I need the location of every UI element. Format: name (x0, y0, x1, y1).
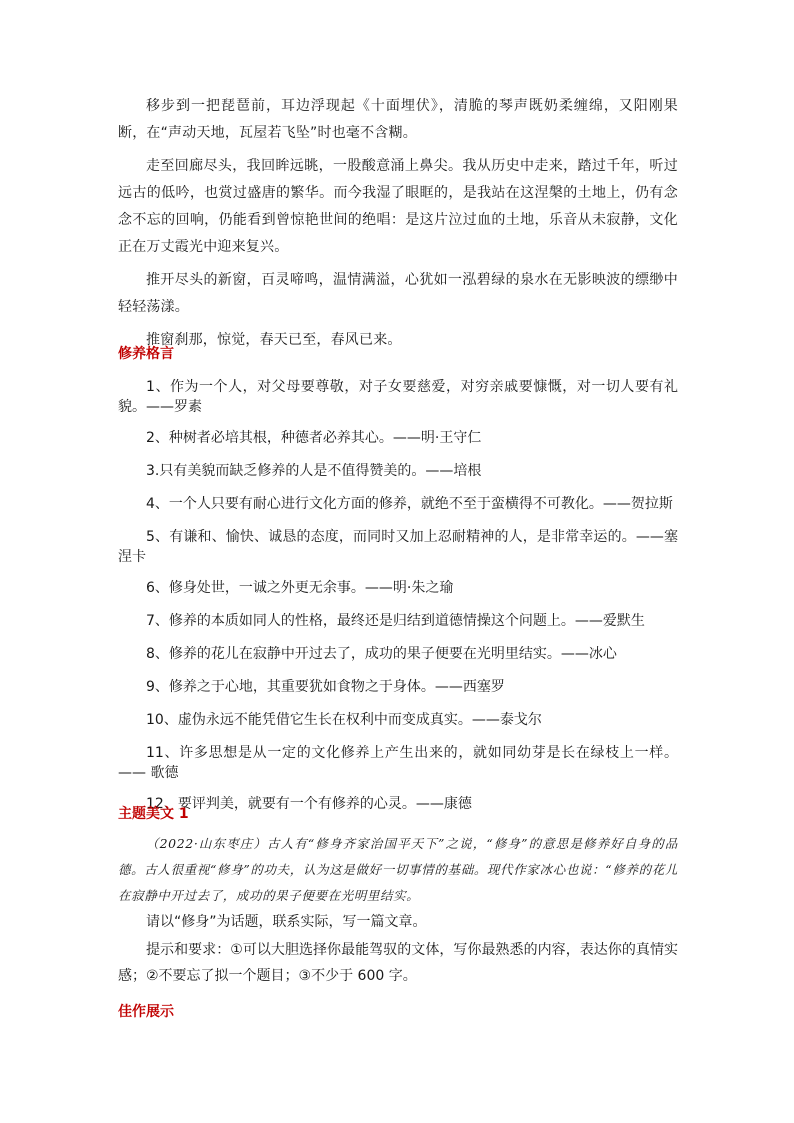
quote-item: 4、一个人只要有耐心进行文化方面的修养，就绝不至于蛮横得不可教化。——贺拉斯 (146, 496, 673, 512)
quote-item: 2、种树者必培其根，种德者必养其心。——明·王守仁 (146, 430, 482, 446)
quote-item: 7、修养的本质如同人的性格，最终还是归结到道德情操这个问题上。——爱默生 (146, 613, 645, 629)
writing-requirements: 提示和要求：①可以大胆选择你最能驾驭的文体，写你最熟悉的内容，表达你的真情实感；②不要忘了拟一个题目；③不少于 600 字。 (118, 942, 678, 984)
quote-item: 10、虚伪永远不能凭借它生长在权利中而变成真实。——泰戈尔 (146, 712, 542, 728)
quotes-list (118, 377, 678, 827)
essay-paragraph: 推开尽头的新窗，百灵啼鸣，温情满溢，心犹如一泓碧绿的泉水在无影映波的缥缈中轻轻荡漾。 (118, 272, 678, 315)
essay-paragraph: 推窗刹那，惊觉，春天已至，春风已来。 (146, 332, 402, 348)
writing-instruction: 请以“修身”为话题，联系实际，写一篇文章。 (146, 914, 427, 930)
essay-section (118, 93, 678, 360)
quote-item: 9、修养之于心地，其重要犹如食物之于身体。——西塞罗 (146, 679, 505, 695)
essay-paragraph: 走至回廊尽头，我回眸远眺，一股酸意涌上鼻尖。我从历史中走来，踏过千年，听过远古的低吟，也赏过盛唐的繁华。而今我湿了眼眶的，是我站在这涅槃的土地上，仍有念念不忘的回响，仍能看到曾惊艳世间的绝唱：是这片泣过血的土地，乐音从未寂静，文化正在万丈霞光中迎来复兴。 (118, 158, 678, 255)
quote-item: 8、修养的花儿在寂静中开过去了，成功的果子便要在光明里结实。——冰心 (146, 646, 617, 662)
quote-item: 12、要评判美，就要有一个有修养的心灵。——康德 (146, 796, 472, 812)
quote-item: 6、修身处世，一诚之外更无余事。——明·朱之瑜 (146, 580, 454, 596)
quote-item: 5、有谦和、愉快、诚恳的态度，而同时又加上忍耐精神的人，是非常幸运的。——塞涅卡 (118, 529, 678, 565)
section-heading-showcase: 佳作展示 (118, 1004, 174, 1020)
quote-item: 3.只有美貌而缺乏修养的人是不值得赞美的。——培根 (146, 463, 482, 479)
section-heading-quotes: 修养格言 (118, 346, 174, 362)
quote-item: 1、作为一个人，对父母要尊敬，对子女要慈爱，对穷亲戚要慷慨，对一切人要有礼貌。——罗素 (118, 379, 678, 415)
quote-item: 11、许多思想是从一定的文化修养上产生出来的，就如同幼芽是长在绿枝上一样。—— 歌德 (118, 745, 678, 781)
writing-prompt-section (118, 831, 678, 989)
essay-paragraph: 移步到一把琵琶前，耳边浮现起《十面埋伏》，清脆的琴声既奶柔缠绵，又阳刚果断，在“声动天地，瓦屋若飞坠”时也毫不含糊。 (118, 98, 678, 141)
writing-prompt: （2022·山东枣庄）古人有“修身齐家治国平天下”之说，“修身”的意思是修养好自身的品德。古人很重视“修身”的功夫，认为这是做好一切事情的基础。现代作家冰心也说：“修养的花儿在寂静中开过去了，成功的果子便要在光明里结实。 (118, 836, 678, 903)
section-heading-theme: 主题美文 1 (118, 806, 189, 822)
